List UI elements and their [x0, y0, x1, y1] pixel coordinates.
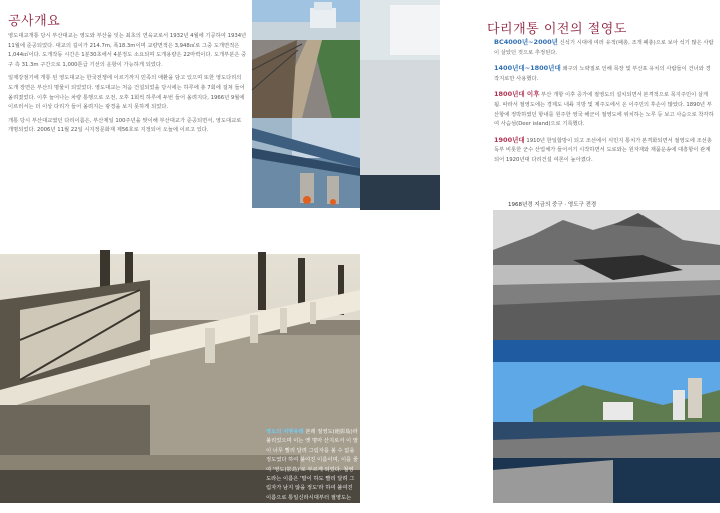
heading-construction-overview: 공사개요 — [8, 14, 61, 29]
history-section — [494, 136, 714, 166]
toponym-origin-body: 본래 절영도(絶影島)라 불리었으며 이는 옛 명마 산지로서 이 말이 너무 빨리 달려 그림자를 볼 수 없을 정도였다 하여 붙여진 이름이며, 이를 줄여 '영도(影島)'로 부르게 되었다. 철영도라는 이름은 '말이 하도 빨리 달려 그림자가 남지 않을 정도'라 하여 붙여진 이름으로 통일신라시대부터 절영도는 말의 명산지로 이름이 나있었다. — [266, 429, 358, 511]
era-label: 1400년대~1800년대 — [494, 64, 561, 73]
era-text: 부산 개항 이후 증가에 절영도의 설치되면서 본격적으로 목지주민이 살게 됨. 따라서 절영도에는 경제도 내륙 지방 및 제주도에서 온 이주민의 후손이 많았다. 1890년 부산항에 정박하였던 항내를 원주한 영국 해군이 절영도에 위치하는 노루 등 보고 사슴으로 착각하여 사슴섬(Deer island)으로 기록했다. — [494, 92, 714, 128]
photo-bridge-deck — [252, 0, 360, 118]
photo-structure-strip — [360, 0, 440, 210]
photo-2010-view — [493, 340, 720, 503]
paragraph: 영도대교개통 당시 부산대교는 영도와 부산을 잇는 최초의 연육교로서 1932년 4월에 기공하여 1934년 11월에 준공되었다. 대교의 길이가 214.7m, 폭18.3m이며 교량면적은 3,948㎡로 그중 도개면적은 1,044㎡이다. 도개작동 시간은 1분30초에서 4분정도 소요되며 도개용량은 22마력이다. 도개부분은 중구 측 31.3m 구간으로 1,000톤급 기선의 운항이 가능하게 되었다. — [8, 33, 247, 68]
paragraph: 일제강점기에 개통 된 영도대교는 한국전쟁에 이르기까지 민족의 애환을 담고 있으며 또한 영도다리의 도개 장면은 부산의 명물이 되었었다. 영도대교는 처음 건설되었을 당시에는 하루에 총 7회에 걸쳐 들어 올려졌었다. 이후 늘어나는 차량 통행으로 오전, 오후 1회씩 하루에 두번 들어 올려지다, 1966년 9월에 이르러서는 더 이상 다리가 들어 올려지는 광경을 보지 못하게 되었다. — [8, 75, 245, 111]
history-section — [494, 64, 714, 84]
era-text: 1910년 한일합방이 되고 조선에서 식민지 통치가 본격화되면서 절영도에 조선총독부 비롯한 군수 산업체가 들어서기 시작하면서 도로와는 원자재와 재품운송에 대흥항이 관계되어 1920년대 다리건설 여론이 높아졌다. — [494, 137, 712, 163]
left-page — [0, 0, 360, 511]
era-text: 왜구의 노략질로 인해 목장 및 부산포 유치의 사람들이 건너와 경작지로만 사용했다. — [494, 66, 711, 82]
era-label: 1800년대 이후 — [494, 90, 540, 99]
toponym-origin-text — [266, 428, 358, 513]
right-page — [360, 0, 720, 503]
heading-before-bridge: 다리개통 이전의 절영도 — [487, 22, 627, 37]
history-section — [494, 38, 714, 58]
history-section — [494, 90, 714, 129]
caption-1968-view: 1968년경 지금의 중구 · 영도구 전경 — [508, 202, 597, 208]
era-text: 신석기 시대에 여러 유적(패총, 조개 패총)으로 보아 석기 많은 사람이 살았던 것으로 추정된다. — [494, 40, 714, 56]
era-label: 1900년대 — [494, 135, 525, 144]
era-label: BC4000년~2000년 — [494, 38, 558, 46]
photo-1968-view — [493, 210, 720, 340]
toponym-origin-heading: 영도의 지명유래 — [266, 429, 304, 435]
construction-overview-text — [8, 32, 248, 140]
paragraph: 개통 당시 부산대교였던 다리이름은, 부산제일 100주년을 맞이해 부산대교가 준공되면서, 영도대교로 개명되었다. 2006년 11월 22일 시지정문화재 제56호로 지정되어 오늘에 이르고 있다. — [8, 117, 242, 134]
photo-bridge-pipes — [252, 118, 360, 208]
history-text — [494, 38, 714, 172]
